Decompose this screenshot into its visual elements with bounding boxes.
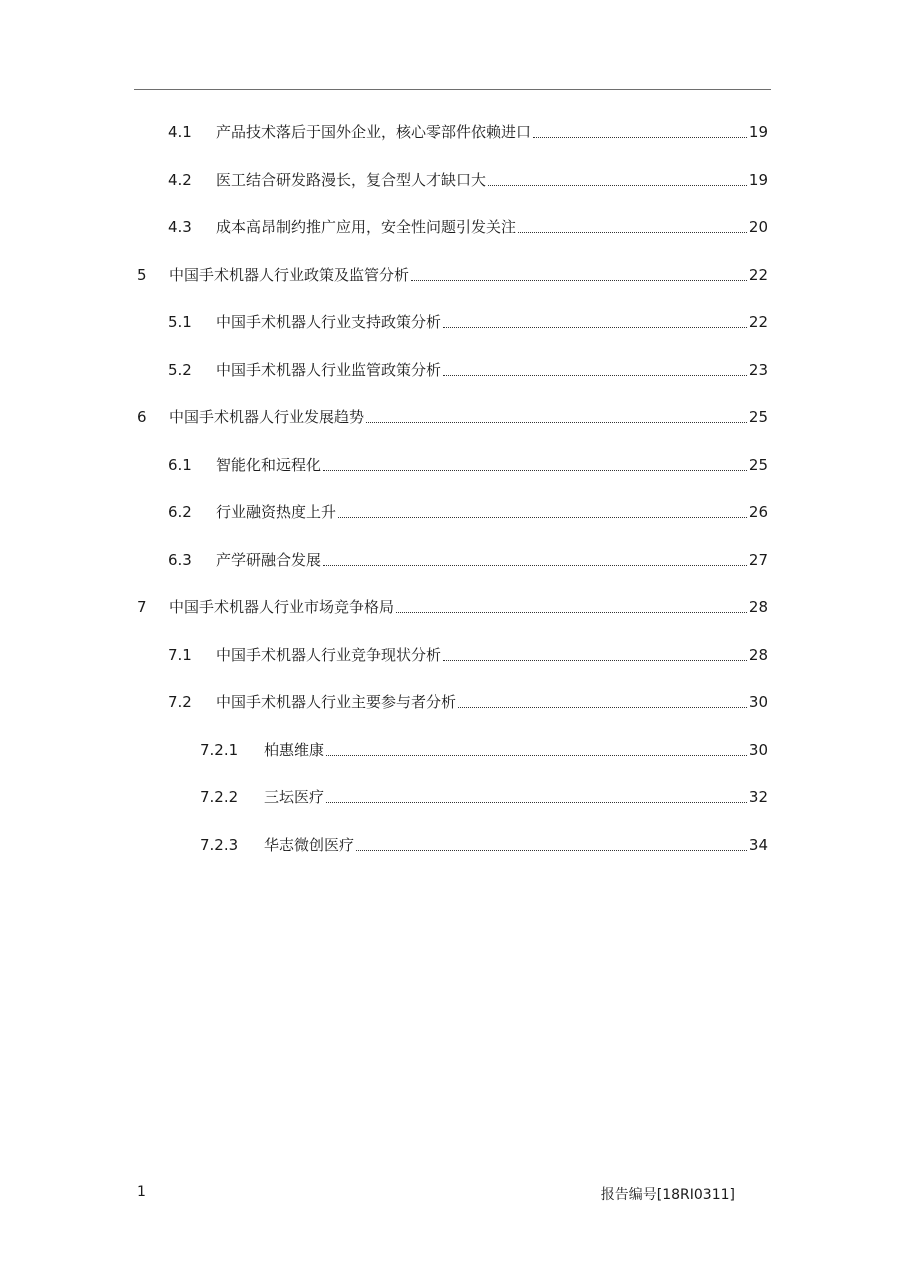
toc-entry[interactable] [168, 690, 768, 714]
toc-entry[interactable] [168, 358, 768, 382]
toc-leader [326, 755, 747, 756]
toc-title: 中国手术机器人行业发展趋势 [169, 408, 365, 426]
toc-title: 中国手术机器人行业市场竞争格局 [169, 598, 395, 616]
toc-page: 28 [748, 598, 768, 616]
toc-title: 产学研融合发展 [216, 551, 322, 569]
toc-leader [458, 707, 747, 708]
footer-page-number: 1 [137, 1184, 146, 1200]
toc-entry[interactable] [168, 500, 768, 524]
footer-report-id: 报告编号[18RI0311] [600, 1187, 735, 1203]
toc-entry[interactable] [200, 785, 768, 809]
toc-page: 25 [748, 456, 768, 474]
toc-entry[interactable] [168, 453, 768, 477]
toc-title: 中国手术机器人行业支持政策分析 [216, 313, 442, 331]
toc-page: 23 [748, 361, 768, 379]
toc-leader [443, 327, 747, 328]
toc-leader [411, 280, 747, 281]
toc-number: 4.3 [168, 218, 192, 236]
toc-leader [323, 470, 747, 471]
toc-number: 6.3 [168, 551, 192, 569]
header-rule [134, 89, 771, 90]
toc-leader [533, 137, 747, 138]
toc-number: 7.2 [168, 693, 192, 711]
toc-title: 三坛医疗 [264, 788, 325, 806]
toc-page: 34 [748, 836, 768, 854]
toc-page: 26 [748, 503, 768, 521]
toc-entry[interactable] [137, 595, 768, 619]
toc-leader [326, 802, 747, 803]
toc-page: 20 [748, 218, 768, 236]
toc-leader [356, 850, 747, 851]
toc-title: 中国手术机器人行业监管政策分析 [216, 361, 442, 379]
toc-entry[interactable] [137, 405, 768, 429]
toc-title: 产品技术落后于国外企业，核心零部件依赖进口 [216, 123, 532, 141]
toc-page: 28 [748, 646, 768, 664]
toc-leader [443, 375, 747, 376]
toc-number: 5 [137, 266, 147, 284]
toc-leader [396, 612, 747, 613]
toc-entry[interactable] [168, 168, 768, 192]
toc-title: 华志微创医疗 [264, 836, 355, 854]
toc-page: 22 [748, 266, 768, 284]
toc-leader [518, 232, 747, 233]
toc-entry[interactable] [168, 548, 768, 572]
toc-leader [443, 660, 747, 661]
toc-title: 智能化和远程化 [216, 456, 322, 474]
toc-number: 7.1 [168, 646, 192, 664]
toc-number: 7.2.2 [200, 788, 239, 806]
toc-leader [323, 565, 747, 566]
toc-number: 6 [137, 408, 147, 426]
toc-entry[interactable] [168, 643, 768, 667]
toc-page: 19 [748, 123, 768, 141]
toc-entry[interactable] [168, 215, 768, 239]
toc-page: 22 [748, 313, 768, 331]
toc-entry[interactable] [200, 738, 768, 762]
toc-number: 5.2 [168, 361, 192, 379]
toc-entry[interactable] [168, 120, 768, 144]
toc-entry[interactable] [168, 310, 768, 334]
toc-number: 6.2 [168, 503, 192, 521]
toc-page: 25 [748, 408, 768, 426]
toc-leader [338, 517, 747, 518]
toc-page: 32 [748, 788, 768, 806]
toc-title: 医工结合研发路漫长，复合型人才缺口大 [216, 171, 487, 189]
toc-title: 行业融资热度上升 [216, 503, 337, 521]
toc-page: 30 [748, 741, 768, 759]
toc-leader [366, 422, 747, 423]
toc-number: 7.2.1 [200, 741, 239, 759]
toc-title: 中国手术机器人行业竞争现状分析 [216, 646, 442, 664]
toc-title: 中国手术机器人行业政策及监管分析 [169, 266, 410, 284]
toc-title: 成本高昂制约推广应用，安全性问题引发关注 [216, 218, 517, 236]
toc-entry[interactable] [137, 263, 768, 287]
toc-number: 6.1 [168, 456, 192, 474]
toc-title: 柏惠维康 [264, 741, 325, 759]
toc-number: 4.2 [168, 171, 192, 189]
toc-page: 27 [748, 551, 768, 569]
toc-page: 19 [748, 171, 768, 189]
toc-title: 中国手术机器人行业主要参与者分析 [216, 693, 457, 711]
toc-number: 7 [137, 598, 147, 616]
toc-number: 5.1 [168, 313, 192, 331]
toc-number: 4.1 [168, 123, 192, 141]
toc-entry[interactable] [200, 833, 768, 857]
toc-leader [488, 185, 747, 186]
toc-page: 30 [748, 693, 768, 711]
toc-number: 7.2.3 [200, 836, 239, 854]
